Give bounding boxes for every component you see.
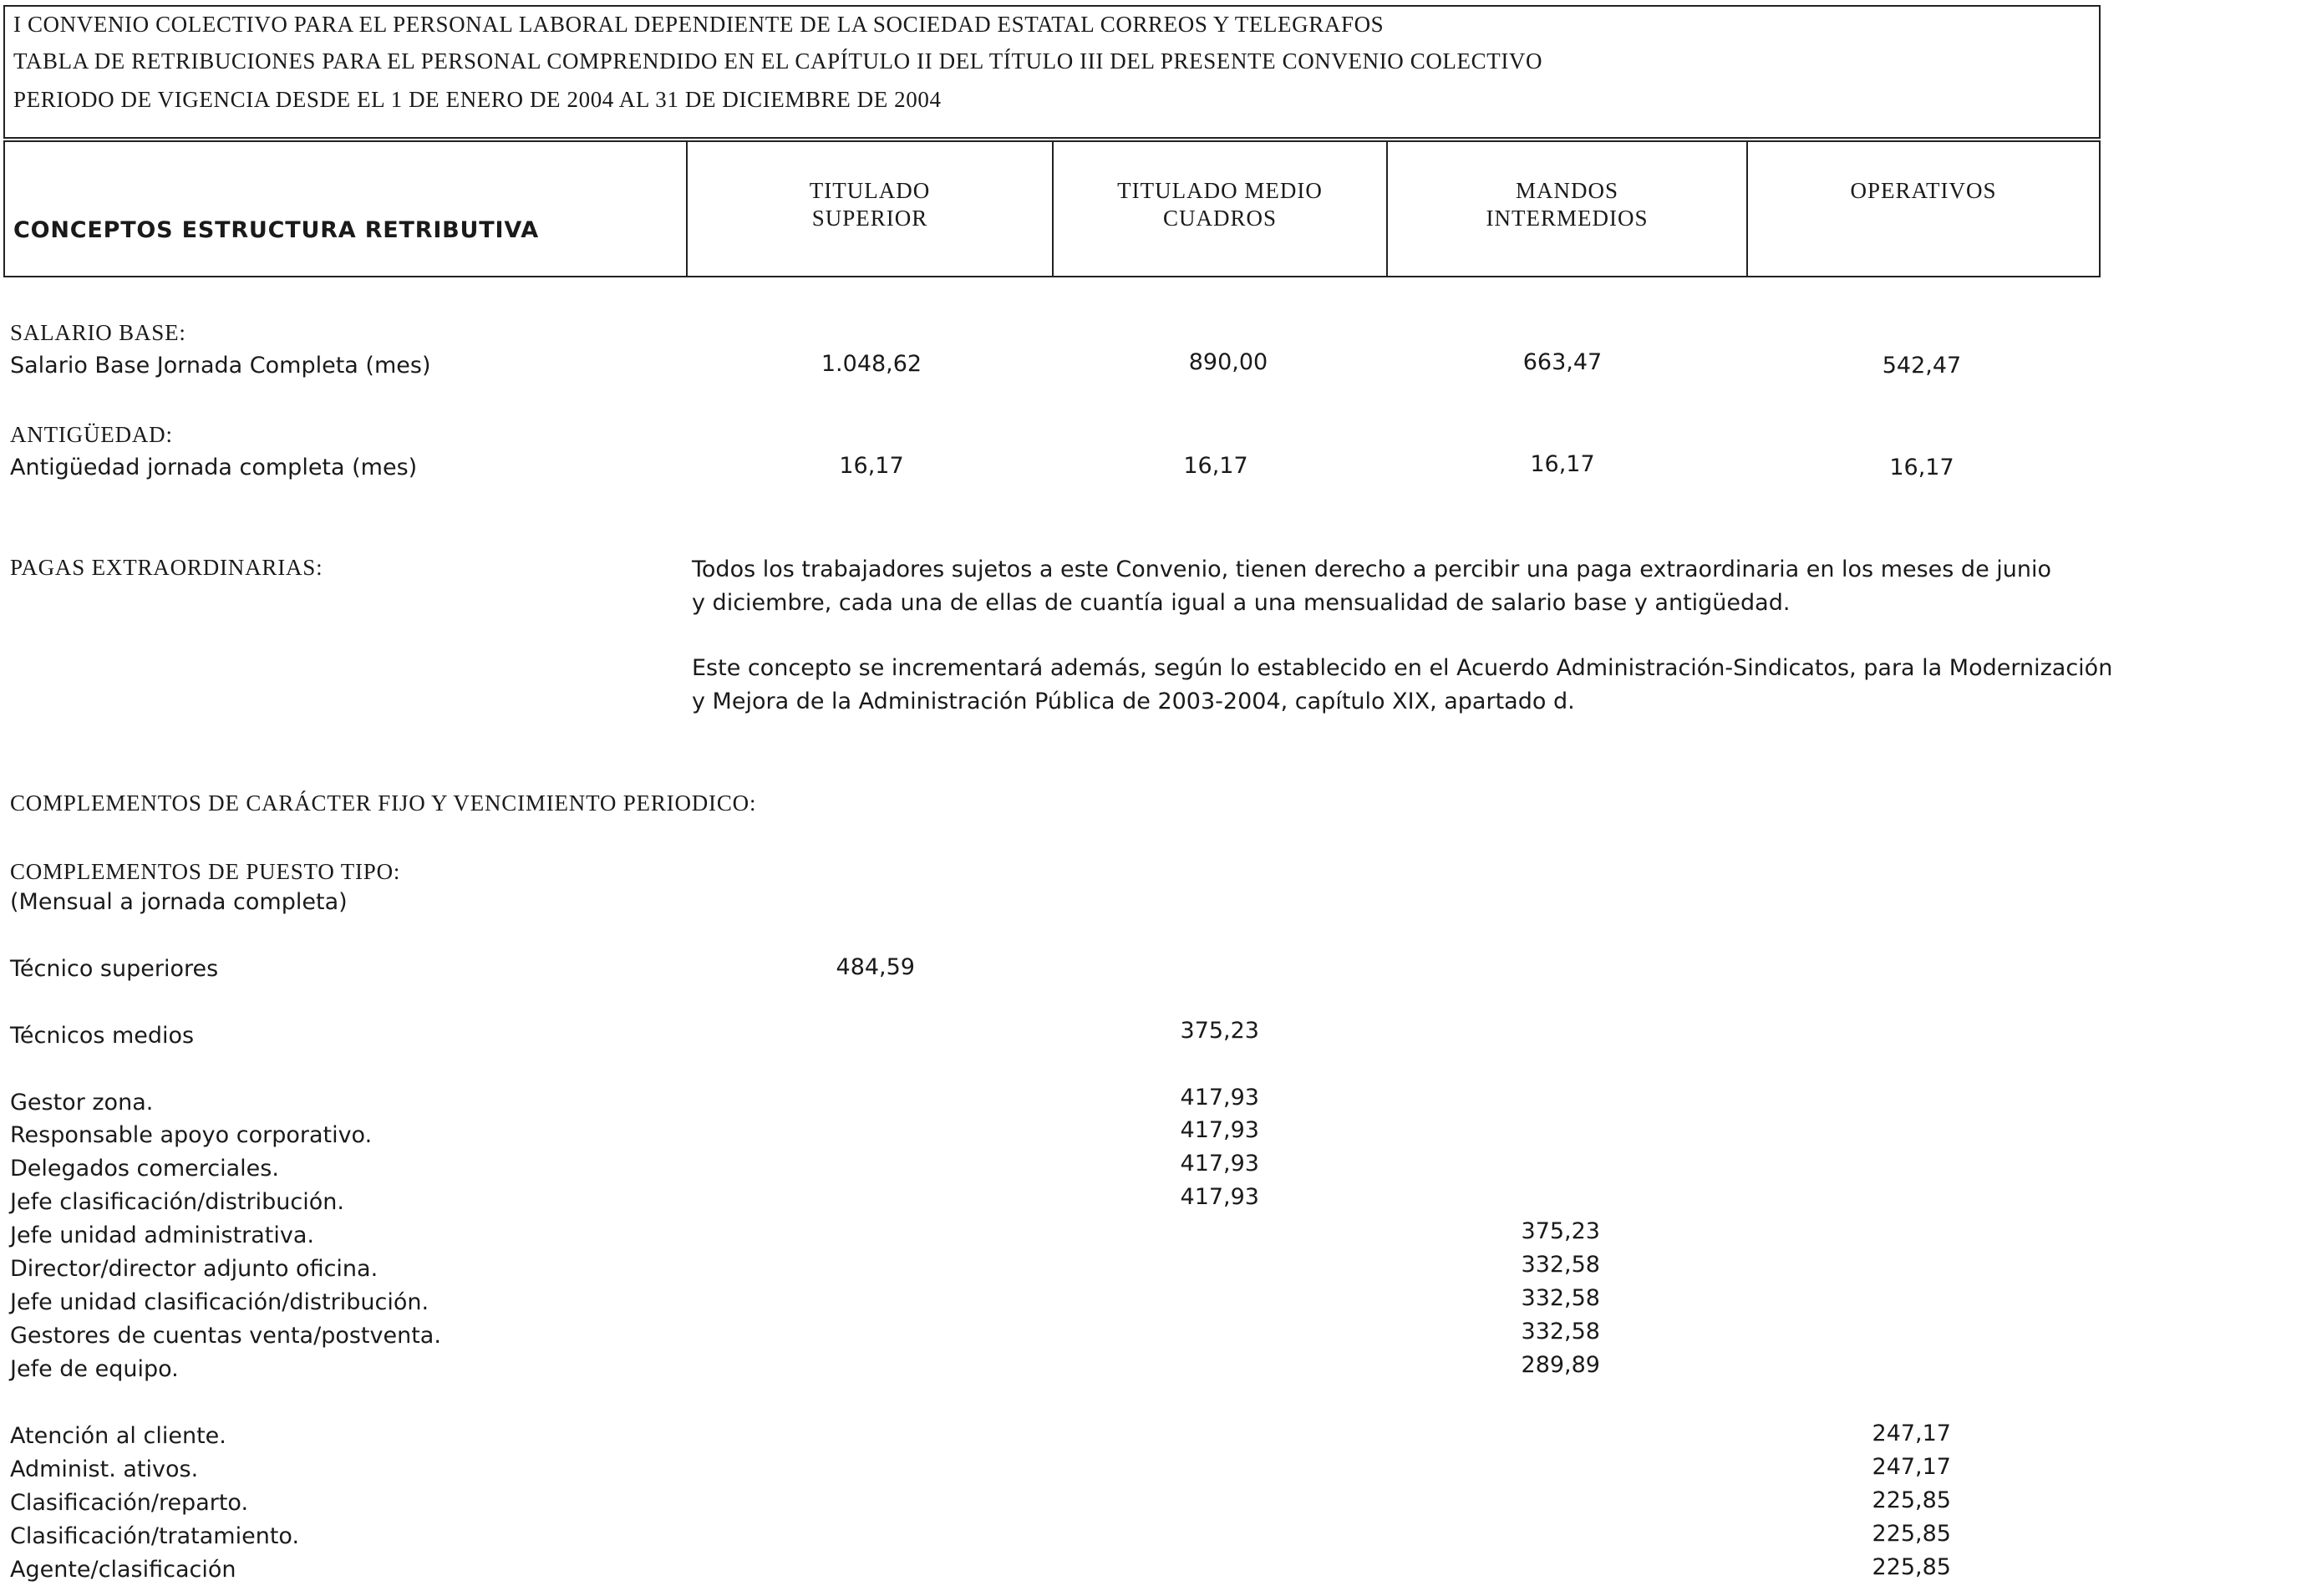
complementos-heading: COMPLEMENTOS DE CARÁCTER FIJO Y VENCIMIENTO PERIODICO:	[10, 790, 757, 816]
antiguedad-label: Antigüedad jornada completa (mes)	[10, 455, 418, 480]
complemento-value: 417,93	[1180, 1184, 1259, 1210]
document-header	[3, 5, 2101, 139]
complemento-label: Técnicos medios	[10, 1023, 195, 1049]
header-period-line: PERIODO DE VIGENCIA DESDE EL 1 DE ENERO DE 2004 AL 31 DE DICIEMBRE DE 2004	[13, 87, 942, 112]
header-title-line: I CONVENIO COLECTIVO PARA EL PERSONAL LABORAL DEPENDIENTE DE LA SOCIEDAD ESTATAL CORREOS Y TELEGRAFOS	[13, 12, 1385, 37]
complemento-value: 289,89	[1521, 1352, 1600, 1378]
complemento-label: Técnico superiores	[10, 956, 219, 982]
column-header-line: TITULADO	[809, 178, 931, 203]
column-header-mandos-intermedios	[1388, 142, 1748, 276]
complemento-value: 225,85	[1872, 1487, 1951, 1513]
complemento-label: Jefe de equipo.	[10, 1356, 179, 1382]
complemento-label: Jefe clasificación/distribución.	[10, 1189, 344, 1215]
paragraph-line: y Mejora de la Administración Pública de 2003-2004, capítulo XIX, apartado d.	[692, 689, 1575, 714]
antiguedad-value-titulado-superior: 16,17	[839, 453, 904, 479]
complemento-value: 225,85	[1872, 1554, 1951, 1580]
paragraph-line: Todos los trabajadores sujetos a este Convenio, tienen derecho a percibir una paga extraordinaria en los meses de junio	[692, 557, 2052, 582]
pagas-extraordinarias-heading: PAGAS EXTRAORDINARIAS:	[10, 555, 323, 580]
complemento-label: Gestores de cuentas venta/postventa.	[10, 1323, 441, 1349]
antiguedad-value-mandos: 16,17	[1530, 451, 1595, 477]
complemento-label: Responsable apoyo corporativo.	[10, 1122, 373, 1148]
salario-base-heading: SALARIO BASE:	[10, 320, 186, 345]
concepts-column-header	[5, 142, 688, 276]
antiguedad-heading: ANTIGÜEDAD:	[10, 422, 173, 447]
complemento-label: Gestor zona.	[10, 1090, 154, 1116]
concepts-title: CONCEPTOS ESTRUCTURA RETRIBUTIVA	[13, 217, 539, 243]
column-header-line: INTERMEDIOS	[1486, 206, 1649, 231]
complemento-value: 247,17	[1872, 1421, 1951, 1446]
complemento-label: Clasificación/tratamiento.	[10, 1523, 300, 1549]
paragraph-line: Este concepto se incrementará además, según lo establecido en el Acuerdo Administración-Sindicatos, para la Modernización	[692, 655, 2113, 681]
complemento-value: 417,93	[1180, 1085, 1259, 1111]
column-header-line: MANDOS	[1515, 178, 1619, 203]
pagas-paragraph-2	[692, 652, 2321, 719]
column-header-line: SUPERIOR	[811, 206, 928, 231]
salario-base-value-operativos: 542,47	[1882, 353, 1962, 379]
header-subtitle-line: TABLA DE RETRIBUCIONES PARA EL PERSONAL COMPRENDIDO EN EL CAPÍTULO II DEL TÍTULO III DEL PRESENTE CONVENIO COLECTIVO	[13, 48, 1543, 74]
complemento-label: Clasificación/reparto.	[10, 1490, 249, 1516]
complemento-label: Jefe unidad administrativa.	[10, 1222, 314, 1248]
column-header-table	[3, 140, 2101, 277]
complemento-value: 332,58	[1521, 1319, 1600, 1344]
column-header-line: OPERATIVOS	[1850, 178, 1997, 203]
complemento-value: 417,93	[1180, 1151, 1259, 1177]
column-header-titulado-superior	[688, 142, 1054, 276]
complemento-value: 332,58	[1521, 1285, 1600, 1311]
antiguedad-value-titulado-medio: 16,17	[1183, 453, 1248, 479]
column-header-titulado-medio	[1054, 142, 1388, 276]
complemento-label: Director/director adjunto oficina.	[10, 1256, 379, 1282]
pagas-paragraph-1	[692, 553, 2321, 620]
complemento-value: 375,23	[1521, 1218, 1600, 1244]
salario-base-value-mandos: 663,47	[1522, 349, 1603, 375]
column-header-line: CUADROS	[1162, 206, 1278, 231]
column-header-operativos	[1748, 142, 2099, 276]
complemento-value: 332,58	[1521, 1252, 1600, 1278]
antiguedad-value-operativos: 16,17	[1889, 455, 1954, 480]
complemento-label: Administ. ativos.	[10, 1456, 199, 1482]
complemento-value: 484,59	[836, 954, 915, 980]
column-header-line: TITULADO MEDIO	[1117, 178, 1323, 203]
complemento-label: Jefe unidad clasificación/distribución.	[10, 1289, 429, 1315]
salario-base-label: Salario Base Jornada Completa (mes)	[10, 353, 431, 379]
complemento-label: Agente/clasificación	[10, 1557, 236, 1583]
complemento-label: Atención al cliente.	[10, 1423, 226, 1449]
complemento-value: 375,23	[1180, 1018, 1259, 1044]
complemento-value: 225,85	[1872, 1521, 1951, 1547]
complementos-puesto-tipo-heading: COMPLEMENTOS DE PUESTO TIPO:	[10, 859, 401, 884]
salario-base-value-titulado-superior: 1.048,62	[821, 351, 922, 377]
complemento-value: 417,93	[1180, 1117, 1259, 1143]
complemento-label: Delegados comerciales.	[10, 1156, 279, 1182]
complemento-value: 247,17	[1872, 1454, 1951, 1480]
paragraph-line: y diciembre, cada una de ellas de cuantía igual a una mensualidad de salario base y antigüedad.	[692, 590, 1791, 616]
complementos-note: (Mensual a jornada completa)	[10, 889, 348, 915]
salario-base-value-titulado-medio: 890,00	[1188, 349, 1268, 375]
